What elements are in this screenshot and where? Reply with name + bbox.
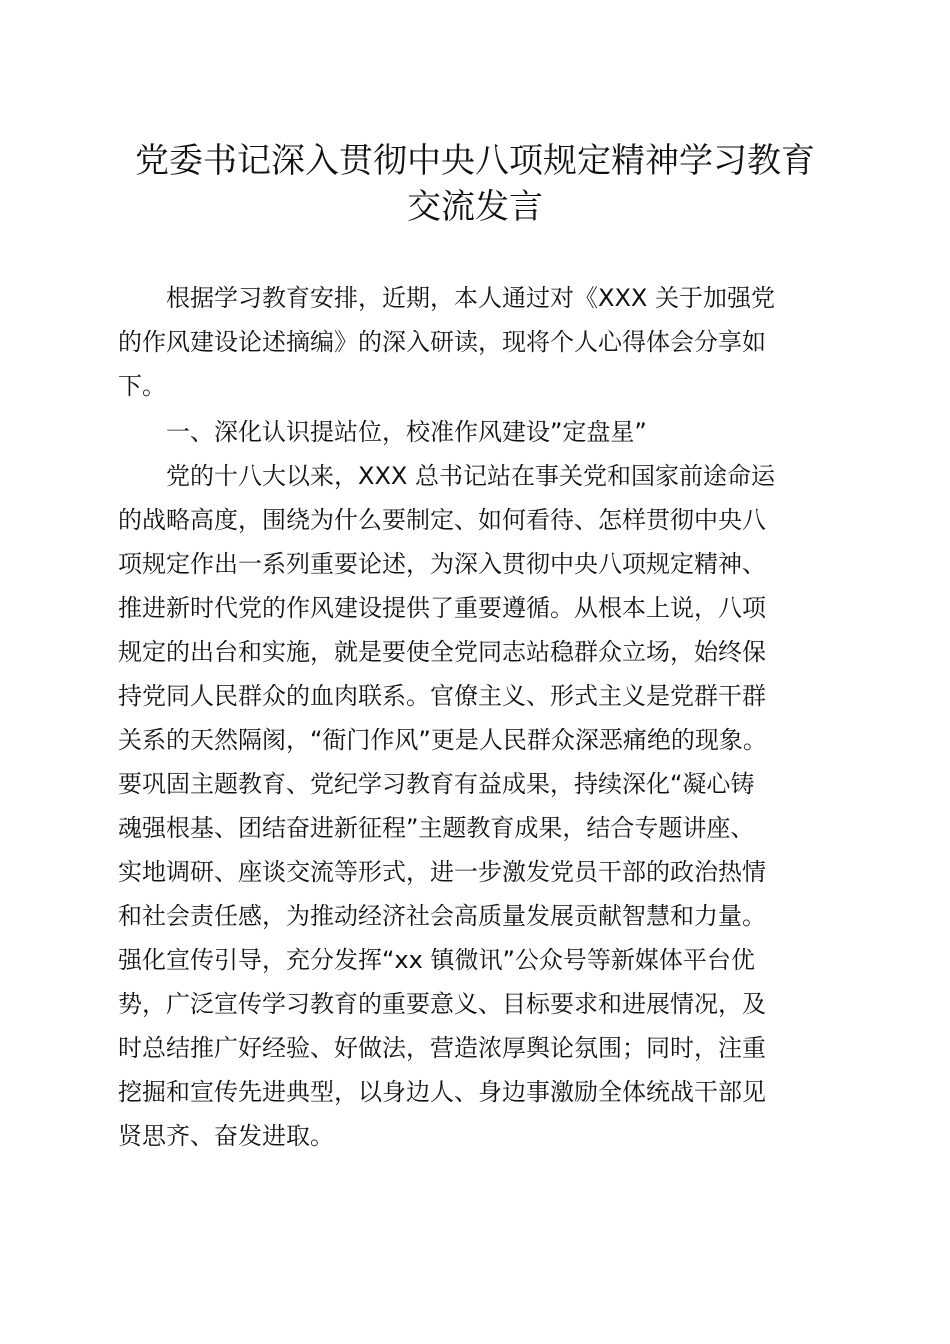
paragraph-line: 下。: [118, 372, 166, 400]
document-title-line-1: 党委书记深入贯彻中央八项规定精神学习教育: [135, 141, 815, 181]
paragraph-line: 实地调研、座谈交流等形式，进一步激发党员干部的政治热情: [118, 858, 766, 886]
paragraph-line: 贤思齐、奋发进取。: [118, 1122, 334, 1150]
paragraph-line: 的作风建设论述摘编》的深入研读，现将个人心得体会分享如: [118, 328, 766, 356]
paragraph-line: 的战略高度，围绕为什么要制定、如何看待、怎样贯彻中央八: [118, 506, 766, 534]
paragraph-line: 推进新时代党的作风建设提供了重要遵循。从根本上说，八项: [118, 594, 766, 622]
paragraph-line: 党的十八大以来，XXX 总书记站在事关党和国家前途命运: [166, 462, 775, 490]
paragraph-line: 项规定作出一系列重要论述，为深入贯彻中央八项规定精神、: [118, 550, 766, 578]
section-heading: 一、深化认识提站位，校准作风建设”定盘星”: [166, 418, 647, 446]
document-title-line-2: 交流发言: [407, 187, 543, 227]
paragraph-line: 挖掘和宣传先进典型，以身边人、身边事激励全体统战干部见: [118, 1078, 766, 1106]
paragraph-line: 规定的出台和实施，就是要使全党同志站稳群众立场，始终保: [118, 638, 766, 666]
paragraph-line: 势，广泛宣传学习教育的重要意义、目标要求和进展情况，及: [118, 990, 766, 1018]
paragraph-line: 魂强根基、团结奋进新征程”主题教育成果，结合专题讲座、: [118, 814, 755, 842]
paragraph-line: 和社会责任感，为推动经济社会高质量发展贡献智慧和力量。: [118, 902, 766, 930]
paragraph-line: 要巩固主题教育、党纪学习教育有益成果，持续深化“凝心铸: [118, 770, 755, 798]
paragraph-line: 关系的天然隔阂，“衙门作风”更是人民群众深恶痛绝的现象。: [118, 726, 767, 754]
paragraph-line: 根据学习教育安排，近期，本人通过对《XXX 关于加强党: [166, 284, 775, 312]
paragraph-line: 时总结推广好经验、好做法，营造浓厚舆论氛围；同时，注重: [118, 1034, 766, 1062]
paragraph-line: 强化宣传引导，充分发挥“xx 镇微讯”公众号等新媒体平台优: [118, 946, 755, 974]
paragraph-line: 持党同人民群众的血肉联系。官僚主义、形式主义是党群干群: [118, 682, 766, 710]
